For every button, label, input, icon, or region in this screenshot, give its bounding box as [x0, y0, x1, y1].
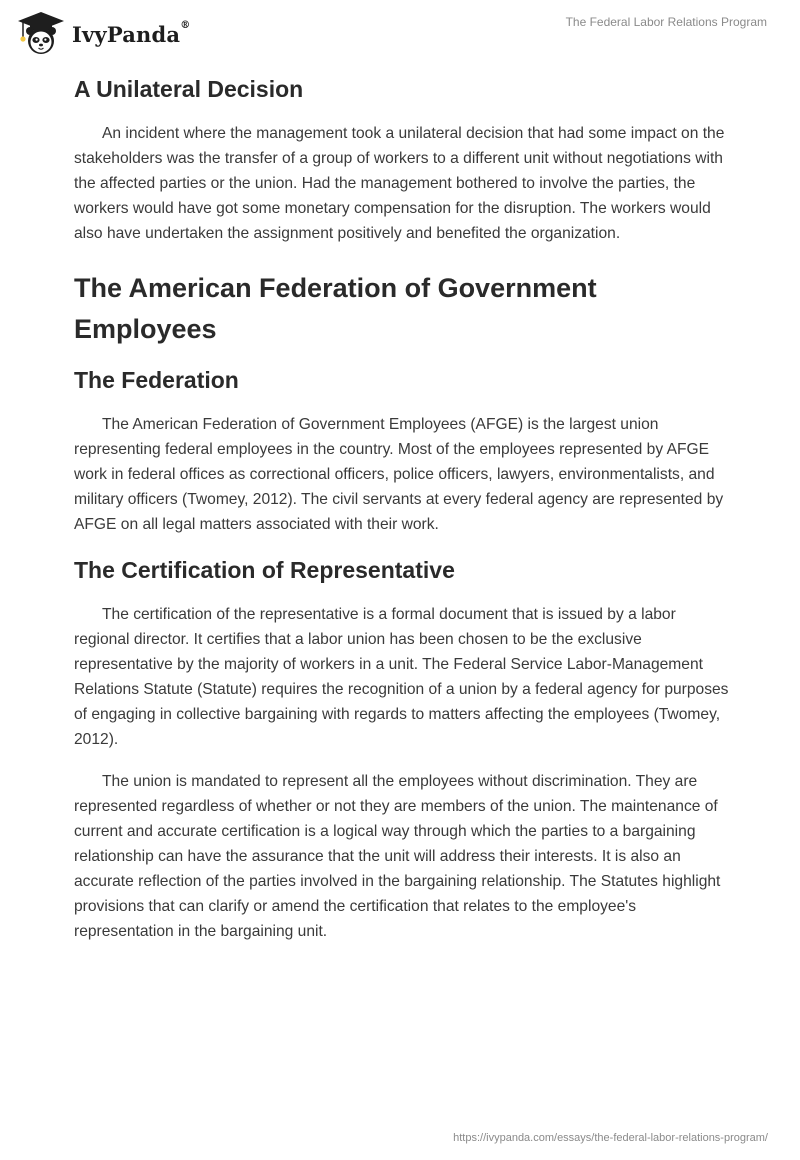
paragraph-the-federation: The American Federation of Government Employees (AFGE) is the largest union representing federal employees in the country. Most of the employees represented by AFGE work in federal offices as correctional officers, police officers, lawyers, environmentalists, and military officers (Twomey, 2012). The civil servants at every federal agency are represented by AFGE on all legal matters associated with their work.	[74, 416, 724, 533]
panda-graduate-icon	[14, 10, 68, 56]
brand-name: IvyPanda®	[72, 19, 191, 47]
heading-certification-of-representative: The Certification of Representative	[74, 557, 455, 583]
paragraph-certification-1: The certification of the representative is a formal document that is issued by a labor regional director. It certifies that a labor union has been chosen to be the exclusive representative by the majority of workers in a unit. The Federal Service Labor-Management Relations Statute (Statute) requires the recognition of a union by a federal agency for purposes of engaging in collective bargaining with regards to matters affecting the employees (Twomey, 2012).	[74, 606, 729, 748]
page-header	[0, 0, 800, 70]
document-title: The Federal Labor Relations Program	[565, 15, 767, 29]
paragraph-certification-2: The union is mandated to represent all the employees without discrimination. They are represented regardless of whether or not they are members of the union. The maintenance of current and accurate certification is a logical way through which the parties to a bargaining relationship can have the assurance that the unit will address their interests. It is also an accurate reflection of the parties involved in the bargaining relationship. The Statutes highlight provisions that can clarify or amend the certification that relates to the employee's representation in the bargaining unit.	[74, 773, 721, 940]
heading-unilateral-decision: A Unilateral Decision	[74, 76, 304, 102]
heading-afge: The American Federation of Government Employees	[74, 273, 597, 344]
registered-mark: ®	[180, 19, 191, 31]
brand-logo[interactable]	[14, 10, 190, 56]
paragraph-unilateral-decision: An incident where the management took a unilateral decision that had some impact on the stakeholders was the transfer of a group of workers to a different unit without negotiations with the affected parties or the union. Had the management bothered to involve the parties, the workers would have got some monetary compensation for the disruption. The workers would also have undertaken the assignment positively and benefited the organization.	[74, 125, 725, 242]
source-url-link[interactable]: https://ivypanda.com/essays/the-federal-labor-relations-program/	[453, 1132, 768, 1144]
essay-content	[74, 70, 734, 944]
heading-the-federation: The Federation	[74, 367, 239, 393]
